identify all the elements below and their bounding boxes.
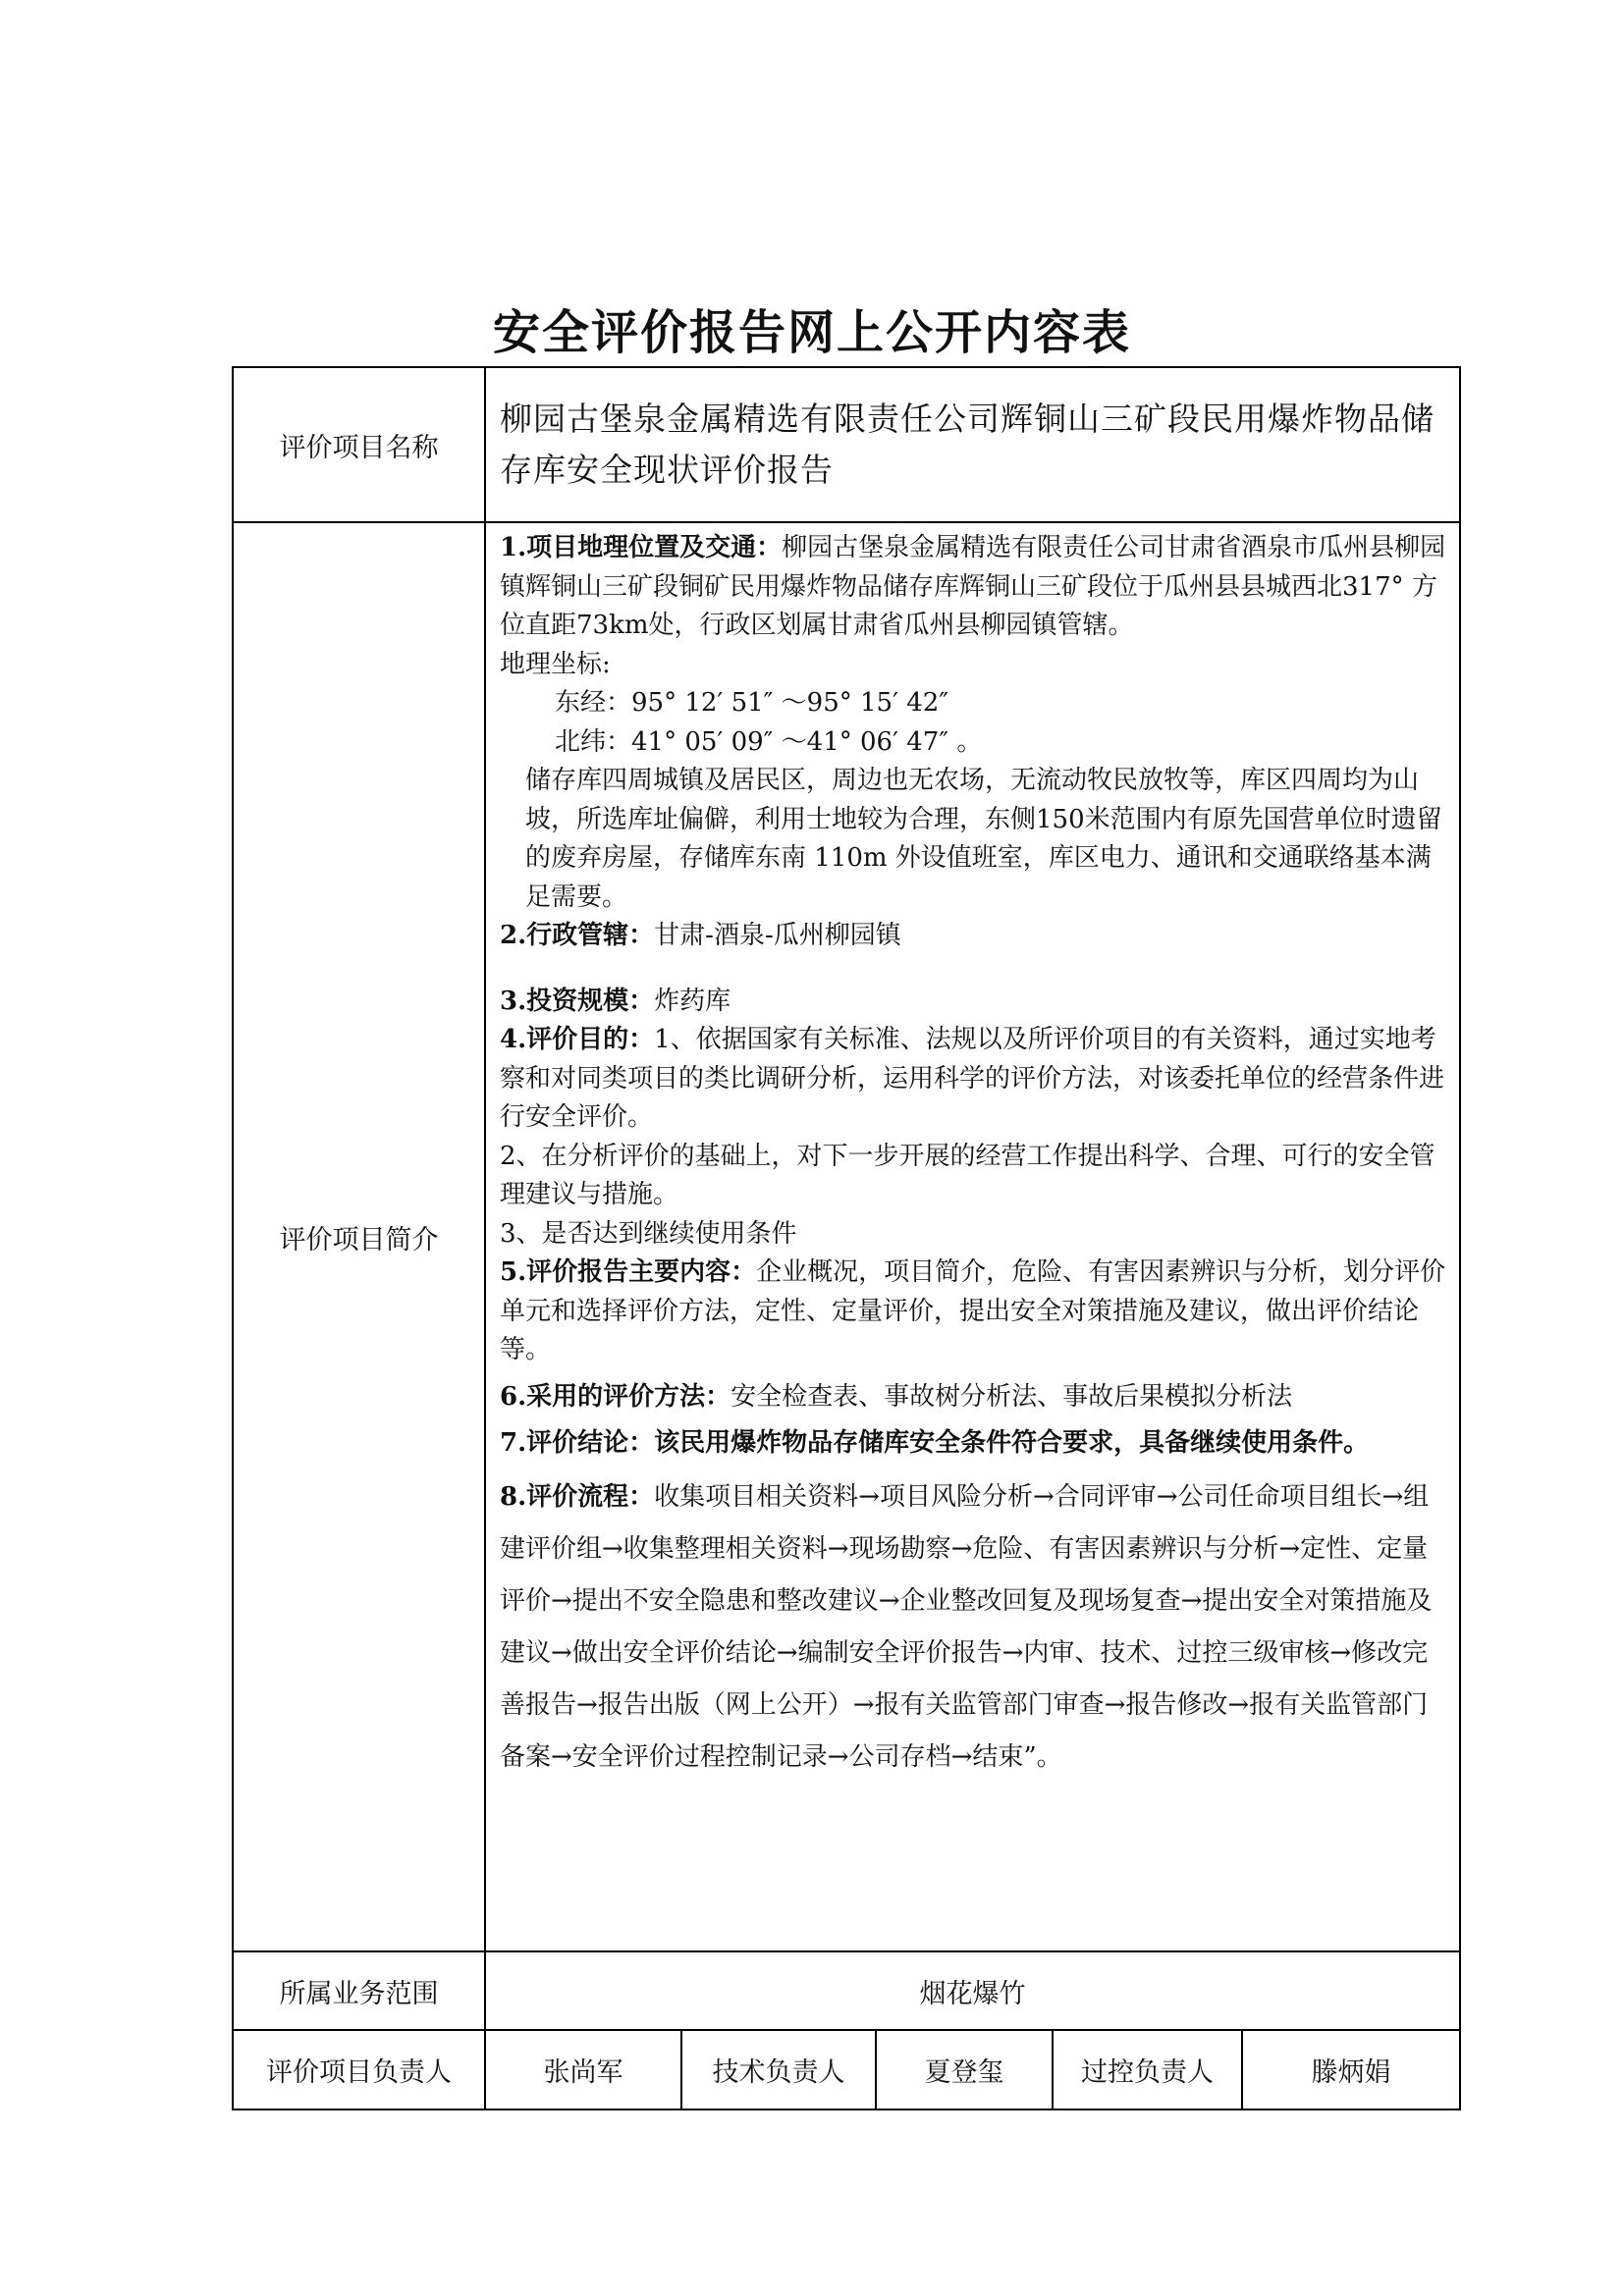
section-process — [500, 1471, 1449, 1784]
section-heading: 1.项目地理位置及交通： — [500, 533, 783, 562]
section-heading: 2.行政管辖： — [500, 921, 655, 950]
section-text: 1、依据国家有关标准、法规以及所评价项目的有关资料，通过实地考察和对同类项目的类比调研分析，运用科学的评价方法，对该委托单位的经营条件进行安全评价。 — [500, 1025, 1445, 1132]
section-text: 炸药库 — [654, 986, 731, 1016]
conclusion-text: 该民用爆炸物品存储库安全条件符合要求，具备继续使用条件。 — [654, 1428, 1370, 1458]
section-text: 收集项目相关资料→项目风险分析→合同评审→公司任命项目组长→组建评价组→收集整理相关资料→现场勘察→危险、有害因素辨识与分析→定性、定量评价→提出不安全隐患和整改建议→企业整改回复及现场复查→提出安全对策措施及建议→做出安全评价结论→编制安全评价报告→内审、技术、过控三级审核→修改完善报告→报告出版（网上公开）→报有关监管部门审查→报告修改→报有关监管部门备案→安全评价过程控制记录→公司存档→结束”。 — [500, 1481, 1433, 1772]
section-heading: 6.采用的评价方法： — [500, 1381, 731, 1412]
tech-name: 夏登玺 — [876, 2030, 1053, 2109]
section-heading: 8.评价流程： — [500, 1481, 655, 1512]
leader-name: 张尚军 — [485, 2030, 681, 2109]
section-text: 安全检查表、事故树分析法、事故后果模拟分析法 — [731, 1381, 1293, 1412]
section-text: 企业概况，项目简介，危险、有害因素辨识与分析，划分评价单元和选择评价方法，定性、定量评价，提出安全对策措施及建议，做出评价结论等。 — [500, 1257, 1446, 1364]
leader-label: 评价项目负责人 — [233, 2030, 485, 2109]
coordinates-label: 地理坐标: — [500, 649, 611, 679]
document-title: 安全评价报告网上公开内容表 — [492, 305, 1131, 360]
section-investment — [500, 983, 1449, 1022]
surroundings-text: 储存库四周城镇及居民区，周边也无农场，无流动牧民放牧等，库区四周均为山坡，所选库址偏僻，利用士地较为合理，东侧150米范围内有原先国营单位时遗留的废弃房屋，存储库东南 110m 外设值班室，库区电力、通讯和交通联络基本满足需要。 — [525, 766, 1442, 912]
section-heading: 5.评价报告主要内容： — [500, 1257, 757, 1287]
intro-content — [485, 522, 1460, 1951]
project-name-label: 评价项目名称 — [233, 367, 485, 522]
intro-row — [233, 522, 1460, 1951]
section-conclusion — [500, 1424, 1449, 1464]
scope-row — [233, 1951, 1460, 2030]
people-row — [233, 2030, 1460, 2109]
spacer — [500, 956, 1449, 983]
section-purpose — [500, 1021, 1449, 1138]
spacer — [500, 1416, 1449, 1424]
project-name-value: 柳园古堡泉金属精选有限责任公司辉铜山三矿段民用爆炸物品储存库安全现状评价报告 — [485, 367, 1460, 522]
section-heading: 3.投资规模： — [500, 986, 655, 1016]
qc-name: 滕炳娟 — [1242, 2030, 1460, 2109]
section-text: 甘肃-酒泉-瓜州柳园镇 — [654, 921, 901, 950]
section-jurisdiction — [500, 917, 1449, 956]
purpose-item-3: 3、是否达到继续使用条件 — [500, 1218, 797, 1249]
longitude: 东经：95° 12′ 51″ ～95° 15′ 42″ — [555, 688, 949, 718]
tech-label: 技术负责人 — [681, 2030, 876, 2109]
intro-label: 评价项目简介 — [233, 522, 485, 1951]
project-name-row — [233, 367, 1460, 522]
section-text: 柳园古堡泉金属精选有限责任公司甘肃省酒泉市瓜州县柳园镇辉铜山三矿段铜矿民用爆炸物品储存库辉铜山三矿段位于瓜州县县城西北317° 方位直距73km处，行政区划属甘肃省瓜州县柳园镇管辖。 — [500, 533, 1446, 640]
section-heading: 7.评价结论： — [500, 1428, 655, 1458]
scope-label: 所属业务范围 — [233, 1951, 485, 2030]
qc-label: 过控负责人 — [1053, 2030, 1242, 2109]
scope-value: 烟花爆竹 — [485, 1951, 1460, 2030]
latitude: 北纬：41° 05′ 09″ ～41° 06′ 47″ 。 — [555, 726, 983, 757]
purpose-item-2: 2、在分析评价的基础上，对下一步开展的经营工作提出科学、合理、可行的安全管理建议与措施。 — [500, 1141, 1435, 1209]
section-heading: 4.评价目的： — [500, 1025, 655, 1054]
section-contents — [500, 1254, 1449, 1370]
spacer — [500, 1370, 1449, 1378]
spacer — [500, 1464, 1449, 1471]
section-methods — [500, 1378, 1449, 1417]
disclosure-table — [232, 366, 1461, 2110]
section-location — [500, 529, 1449, 646]
